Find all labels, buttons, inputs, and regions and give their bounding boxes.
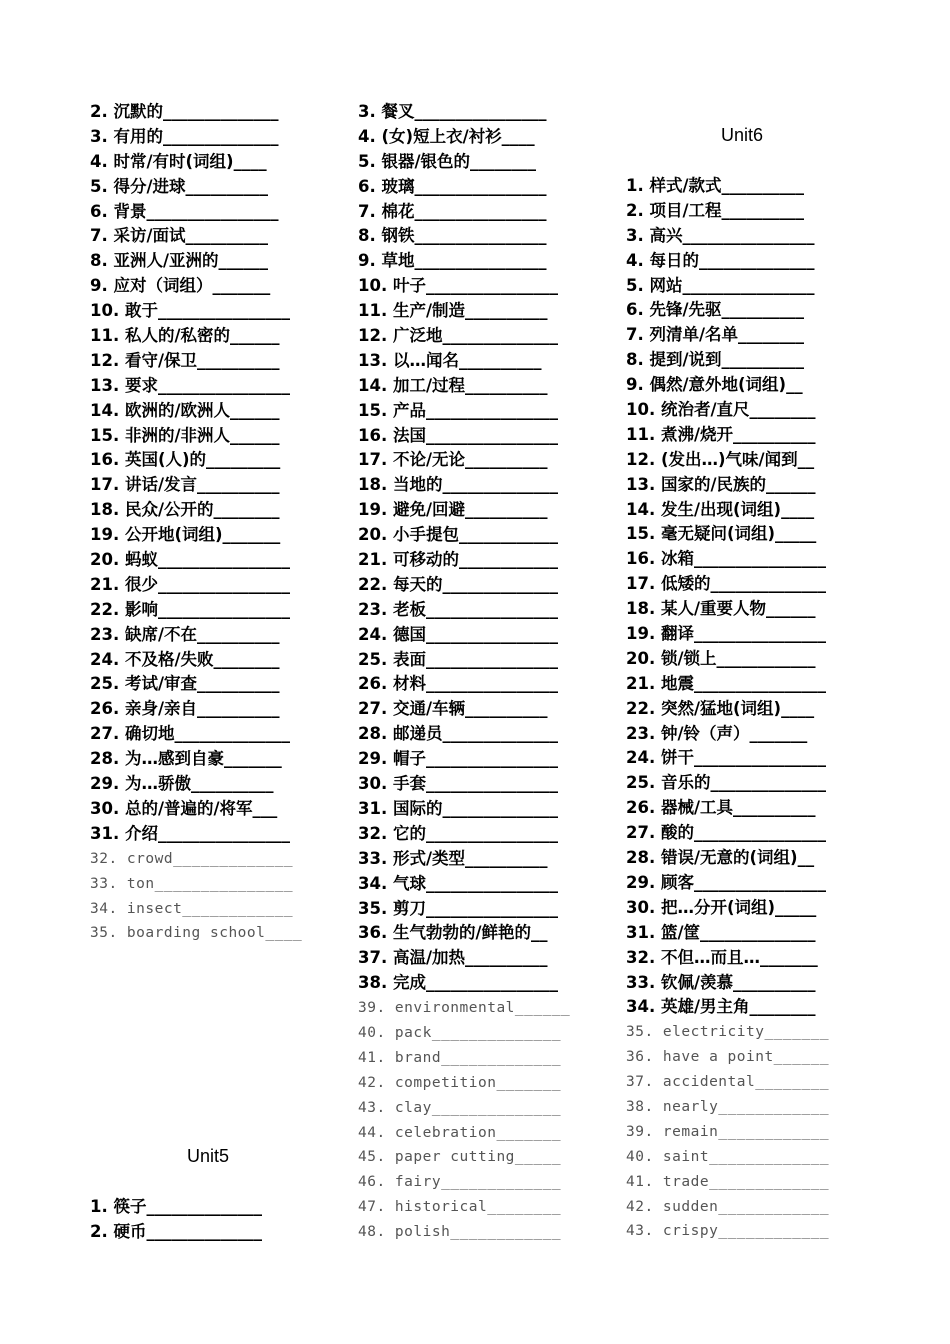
column-2	[358, 100, 570, 1245]
vocab-item: 8. 提到/说到__________	[626, 350, 805, 370]
vocab-item: 28. 为…感到自豪_______	[90, 749, 282, 769]
vocab-item: 30. 手套________________	[358, 774, 558, 794]
vocab-item: 12. 看守/保卫__________	[90, 350, 280, 370]
vocab-item: 39. environmental______	[358, 1000, 571, 1017]
vocab-item: 48. polish____________	[358, 1224, 562, 1241]
vocab-item: 1. 筷子______________	[90, 1197, 262, 1216]
vocab-item: 17. 讲话/发言__________	[90, 475, 280, 495]
vocab-item: 12. 广泛地______________	[358, 326, 558, 346]
vocab-item: 47. historical________	[358, 1199, 562, 1216]
vocab-item: 35. boarding school____	[90, 925, 303, 942]
vocab-item: 9. 草地________________	[358, 251, 547, 271]
vocab-item: 40. pack______________	[358, 1024, 562, 1041]
vocab-item: 33. 形式/类型__________	[358, 848, 548, 868]
vocab-item: 25. 考试/审查__________	[90, 674, 280, 694]
vocab-item: 43. crispy____________	[626, 1223, 830, 1240]
vocab-item: 21. 可移动的____________	[358, 550, 558, 570]
vocab-item: 5. 网站________________	[626, 275, 815, 295]
vocab-item: 18. 民众/公开的________	[90, 500, 280, 520]
vocab-item: 25. 音乐的______________	[626, 773, 826, 793]
vocab-item: 1. 样式/款式__________	[626, 176, 805, 195]
vocab-item: 27. 确切地______________	[90, 724, 290, 744]
vocab-item: 34. 英雄/男主角________	[626, 997, 816, 1017]
vocab-item: 24. 德国________________	[358, 624, 558, 644]
vocab-item: 17. 不论/无论__________	[358, 450, 548, 470]
vocab-item: 37. accidental________	[626, 1074, 830, 1091]
vocab-item: 34. insect____________	[90, 900, 294, 917]
vocab-item: 39. remain____________	[626, 1123, 830, 1140]
vocab-item: 16. 法国________________	[358, 425, 558, 445]
vocab-item: 3. 有用的______________	[90, 126, 279, 146]
vocab-item: 11. 私人的/私密的______	[90, 326, 280, 346]
vocab-item: 37. 高温/加热__________	[358, 948, 548, 968]
vocab-item: 30. 总的/普遍的/将军___	[90, 798, 278, 818]
vocab-item: 5. 银器/银色的________	[358, 151, 537, 171]
vocab-item: 10. 叶子________________	[358, 276, 558, 296]
vocab-item: 7. 列清单/名单________	[626, 325, 805, 345]
vocab-item: 15. 产品________________	[358, 400, 558, 420]
vocab-item: 35. 剪刀________________	[358, 898, 558, 918]
vocab-item: 19. 翻译________________	[626, 624, 826, 644]
vocab-item: 27. 交通/车辆__________	[358, 699, 548, 719]
vocab-item: 6. 背景________________	[90, 201, 279, 221]
vocab-item: 35. electricity_______	[626, 1024, 830, 1041]
vocab-item: 7. 棉花________________	[358, 201, 547, 221]
vocab-item: 6. 先锋/先驱__________	[626, 300, 805, 320]
vocab-item: 34. 气球________________	[358, 873, 558, 893]
vocab-item: 11. 生产/制造__________	[358, 301, 548, 321]
vocab-item: 23. 老板________________	[358, 599, 558, 619]
vocab-item: 17. 低矮的______________	[626, 574, 826, 594]
vocab-item: 41. brand_____________	[358, 1049, 562, 1066]
vocab-item: 4. 时常/有时(词组)____	[90, 151, 267, 171]
vocab-item: 23. 缺席/不在__________	[90, 624, 280, 644]
vocab-item: 3. 餐叉________________	[358, 102, 547, 121]
vocab-item: 21. 地震________________	[626, 673, 826, 693]
vocab-item: 24. 饼干________________	[626, 748, 826, 768]
vocab-item: 6. 玻璃________________	[358, 176, 547, 196]
vocab-item: 32. 它的________________	[358, 823, 558, 843]
vocab-item: 29. 帽子________________	[358, 749, 558, 769]
vocab-item: 22. 每天的______________	[358, 574, 558, 594]
vocab-item: 41. trade_____________	[626, 1173, 830, 1190]
vocab-item: 13. 以…闻名__________	[358, 350, 542, 370]
vocab-item: 16. 冰箱________________	[626, 549, 826, 569]
column-3	[626, 174, 829, 1244]
vocab-item: 10. 统治者/直尺________	[626, 400, 816, 420]
vocab-item: 36. 生气勃勃的/鲜艳的__	[358, 923, 548, 943]
vocab-item: 31. 国际的______________	[358, 798, 558, 818]
vocab-item: 9. 偶然/意外地(词组)__	[626, 375, 803, 395]
unit6-heading: Unit6	[720, 125, 764, 145]
vocab-item: 43. clay______________	[358, 1099, 562, 1116]
vocab-item: 23. 钟/铃（声）_______	[626, 723, 808, 743]
vocab-item: 2. 沉默的______________	[90, 102, 279, 121]
vocab-item: 5. 得分/进球__________	[90, 176, 269, 196]
vocab-item: 21. 很少________________	[90, 574, 290, 594]
vocab-item: 24. 不及格/失败________	[90, 649, 280, 669]
vocab-item: 14. 发生/出现(词组)____	[626, 499, 815, 519]
vocab-item: 4. (女)短上衣/衬衫____	[358, 126, 535, 146]
vocab-item: 31. 介绍________________	[90, 823, 290, 843]
vocab-item: 26. 亲身/亲自__________	[90, 699, 280, 719]
vocab-item: 2. 硬币______________	[90, 1221, 262, 1241]
vocab-item: 14. 欧洲的/欧洲人______	[90, 400, 280, 420]
vocab-item: 44. celebration_______	[358, 1124, 562, 1141]
vocab-item: 40. saint_____________	[626, 1148, 830, 1165]
vocab-item: 15. 非洲的/非洲人______	[90, 425, 280, 445]
vocab-item: 45. paper cutting_____	[358, 1149, 562, 1166]
vocab-item: 20. 小手提包____________	[358, 525, 558, 545]
vocab-item: 33. 钦佩/羡慕__________	[626, 972, 816, 992]
vocab-item: 8. 钢铁________________	[358, 226, 547, 246]
vocab-item: 2. 项目/工程__________	[626, 200, 805, 220]
vocab-item: 38. nearly____________	[626, 1098, 830, 1115]
vocab-item: 22. 影响________________	[90, 599, 290, 619]
vocab-item: 9. 应对（词组）_______	[90, 276, 271, 296]
vocab-item: 32. crowd_____________	[90, 850, 294, 867]
vocab-item: 26. 器械/工具__________	[626, 798, 816, 818]
vocab-item: 7. 采访/面试__________	[90, 226, 269, 246]
vocab-item: 31. 篮/筐______________	[626, 922, 816, 942]
vocab-item: 27. 酸的________________	[626, 823, 826, 843]
vocab-item: 28. 邮递员______________	[358, 724, 558, 744]
vocab-item: 29. 为…骄傲__________	[90, 774, 274, 794]
unit5-list	[90, 1195, 262, 1245]
vocab-item: 16. 英国(人)的_________	[90, 450, 281, 470]
column-1	[90, 100, 302, 946]
vocab-item: 33. ton_______________	[90, 875, 294, 892]
vocab-item: 13. 国家的/民族的______	[626, 474, 816, 494]
vocab-item: 28. 错误/无意的(词组)__	[626, 848, 815, 868]
vocab-item: 38. 完成________________	[358, 973, 558, 993]
vocab-item: 15. 毫无疑问(词组)_____	[626, 524, 817, 544]
vocab-item: 46. fairy_____________	[358, 1174, 562, 1191]
unit5-heading: Unit5	[186, 1146, 230, 1166]
vocab-item: 25. 表面________________	[358, 649, 558, 669]
vocab-item: 18. 当地的______________	[358, 475, 558, 495]
vocab-item: 20. 蚂蚁________________	[90, 550, 290, 570]
vocab-item: 14. 加工/过程__________	[358, 375, 548, 395]
vocab-item: 19. 避免/回避__________	[358, 500, 548, 520]
vocab-item: 42. sudden____________	[626, 1198, 830, 1215]
vocab-item: 10. 敢于________________	[90, 301, 290, 321]
vocab-item: 18. 某人/重要人物______	[626, 599, 816, 619]
vocab-item: 42. competition_______	[358, 1074, 562, 1091]
vocab-item: 13. 要求________________	[90, 375, 290, 395]
vocab-item: 36. have a point______	[626, 1049, 830, 1066]
vocab-item: 12. (发出…)气味/闻到__	[626, 449, 815, 469]
vocab-item: 32. 不但…而且…_______	[626, 947, 818, 967]
vocab-item: 29. 顾客________________	[626, 872, 826, 892]
vocab-item: 11. 煮沸/烧开__________	[626, 424, 816, 444]
vocab-item: 30. 把…分开(词组)_____	[626, 897, 817, 917]
vocab-item: 8. 亚洲人/亚洲的______	[90, 251, 269, 271]
vocab-item: 3. 高兴________________	[626, 225, 815, 245]
vocab-item: 22. 突然/猛地(词组)____	[626, 698, 815, 718]
vocab-item: 26. 材料________________	[358, 674, 558, 694]
vocab-item: 19. 公开地(词组)_______	[90, 525, 281, 545]
vocab-item: 4. 每日的______________	[626, 250, 815, 270]
vocab-item: 20. 锁/锁上____________	[626, 648, 816, 668]
